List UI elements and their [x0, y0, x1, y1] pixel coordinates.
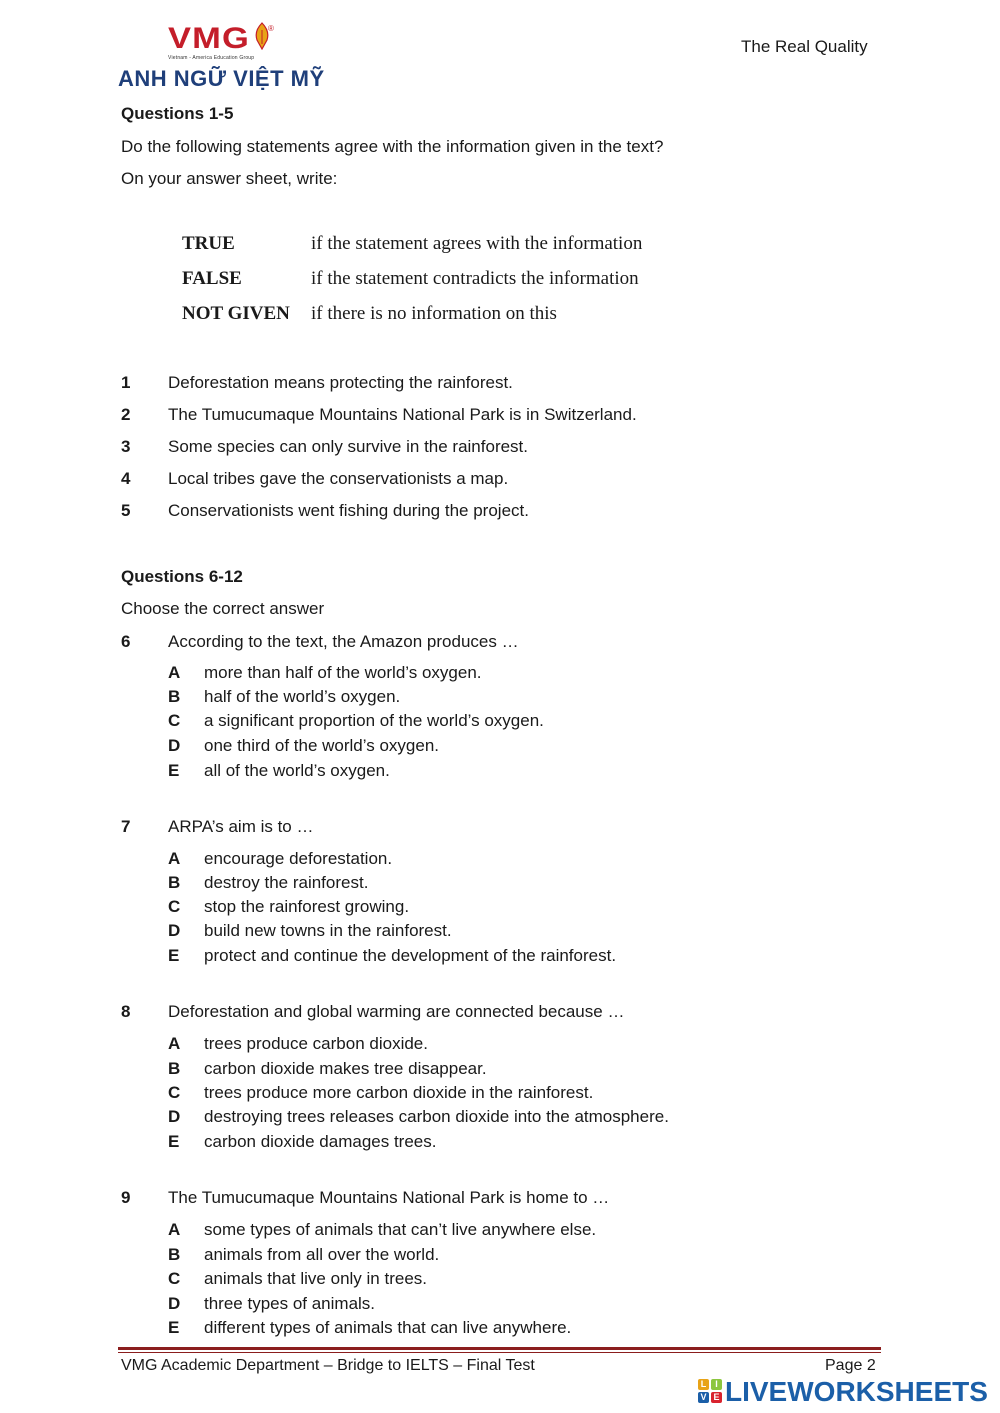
option-text: one third of the world’s oxygen.: [204, 736, 439, 755]
section2-title: Questions 6-12: [121, 567, 243, 586]
liveworksheets-watermark: [698, 1376, 996, 1410]
vmg-logo: [118, 22, 328, 94]
option-text: some types of animals that can’t live anywhere else.: [204, 1220, 597, 1239]
question-number: 8: [121, 1002, 131, 1021]
option-letter: E: [168, 1318, 180, 1337]
option-text: a significant proportion of the world’s oxygen.: [204, 711, 544, 730]
statement-number: 4: [121, 469, 131, 488]
option-text: trees produce more carbon dioxide in the rainforest.: [204, 1083, 594, 1102]
option-letter: B: [168, 687, 181, 706]
option-text: animals from all over the world.: [204, 1245, 440, 1264]
option-text: carbon dioxide makes tree disappear.: [204, 1059, 487, 1078]
option-letter: E: [168, 761, 180, 780]
logo-brand: VMG: [168, 22, 251, 55]
section1-instruction-1: Do the following statements agree with the information given in the text?: [121, 137, 664, 156]
legend-desc-not-given: if there is no information on this: [311, 303, 557, 324]
legend-key-true: TRUE: [182, 233, 235, 254]
legend-key-false: FALSE: [182, 268, 242, 289]
legend-desc-false: if the statement contradicts the information: [311, 268, 639, 289]
option-text: encourage deforestation.: [204, 849, 393, 868]
option-letter: E: [168, 1132, 180, 1151]
option-letter: B: [168, 873, 181, 892]
question-text: ARPA’s aim is to …: [168, 817, 314, 836]
option-letter: A: [168, 849, 181, 868]
section1-instruction-2: On your answer sheet, write:: [121, 169, 338, 188]
statement-number: 2: [121, 405, 131, 424]
question-text: Deforestation and global warming are connected because …: [168, 1002, 625, 1021]
option-text: more than half of the world’s oxygen.: [204, 663, 482, 682]
logo-tile: I: [711, 1379, 722, 1390]
option-text: half of the world’s oxygen.: [204, 687, 401, 706]
logo-subtitle: Vietnam - America Education Group: [168, 55, 255, 61]
option-letter: D: [168, 736, 181, 755]
footer-divider-thin: [118, 1352, 881, 1353]
question-text: According to the text, the Amazon produces …: [168, 632, 519, 651]
option-letter: B: [168, 1245, 181, 1264]
option-letter: C: [168, 1083, 181, 1102]
liveworksheets-text: LIVEWORKSHEETS: [725, 1376, 988, 1407]
option-letter: C: [168, 711, 181, 730]
statement-text: The Tumucumaque Mountains National Park is in Switzerland.: [168, 405, 637, 424]
statement-text: Deforestation means protecting the rainforest.: [168, 373, 513, 392]
option-text: animals that live only in trees.: [204, 1269, 427, 1288]
footer-divider: [118, 1347, 881, 1350]
logo-tile: E: [711, 1392, 722, 1403]
statement-number: 5: [121, 501, 131, 520]
option-letter: B: [168, 1059, 181, 1078]
option-letter: A: [168, 663, 181, 682]
footer-department: VMG Academic Department – Bridge to IELTS – Final Test: [121, 1357, 535, 1374]
section1-title: Questions 1-5: [121, 104, 234, 123]
statement-text: Conservationists went fishing during the project.: [168, 501, 529, 520]
option-text: destroy the rainforest.: [204, 873, 369, 892]
statement-text: Some species can only survive in the rainforest.: [168, 437, 529, 456]
page-number: Page 2: [825, 1357, 876, 1374]
logo-tile: V: [698, 1392, 709, 1403]
liveworksheets-logo-icon: [698, 1379, 722, 1403]
question-number: 7: [121, 817, 131, 836]
option-text: protect and continue the development of the rainforest.: [204, 946, 617, 965]
option-letter: A: [168, 1034, 181, 1053]
option-text: all of the world’s oxygen.: [204, 761, 390, 780]
option-text: stop the rainforest growing.: [204, 897, 410, 916]
option-text: three types of animals.: [204, 1294, 376, 1313]
option-letter: D: [168, 1294, 181, 1313]
legend-desc-true: if the statement agrees with the information: [311, 233, 643, 254]
option-letter: D: [168, 1107, 181, 1126]
option-text: carbon dioxide damages trees.: [204, 1132, 437, 1151]
option-letter: C: [168, 1269, 181, 1288]
statement-number: 3: [121, 437, 131, 456]
statement-number: 1: [121, 373, 131, 392]
option-letter: D: [168, 921, 181, 940]
question-number: 9: [121, 1188, 131, 1207]
question-text: The Tumucumaque Mountains National Park is home to …: [168, 1188, 610, 1207]
statement-text: Local tribes gave the conservationists a map.: [168, 469, 509, 488]
logo-name: ANH NGỮ VIỆT MỸ: [118, 66, 325, 91]
option-text: trees produce carbon dioxide.: [204, 1034, 428, 1053]
option-letter: E: [168, 946, 180, 965]
option-text: destroying trees releases carbon dioxide into the atmosphere.: [204, 1107, 669, 1126]
tagline: The Real Quality: [741, 37, 868, 56]
option-letter: A: [168, 1220, 181, 1239]
legend-key-not-given: NOT GIVEN: [182, 303, 290, 324]
registered-mark: ®: [268, 24, 274, 33]
section2-instruction: Choose the correct answer: [121, 599, 325, 618]
logo-tile: L: [698, 1379, 709, 1390]
option-letter: C: [168, 897, 181, 916]
question-number: 6: [121, 632, 131, 651]
option-text: build new towns in the rainforest.: [204, 921, 452, 940]
option-text: different types of animals that can live anywhere.: [204, 1318, 572, 1337]
